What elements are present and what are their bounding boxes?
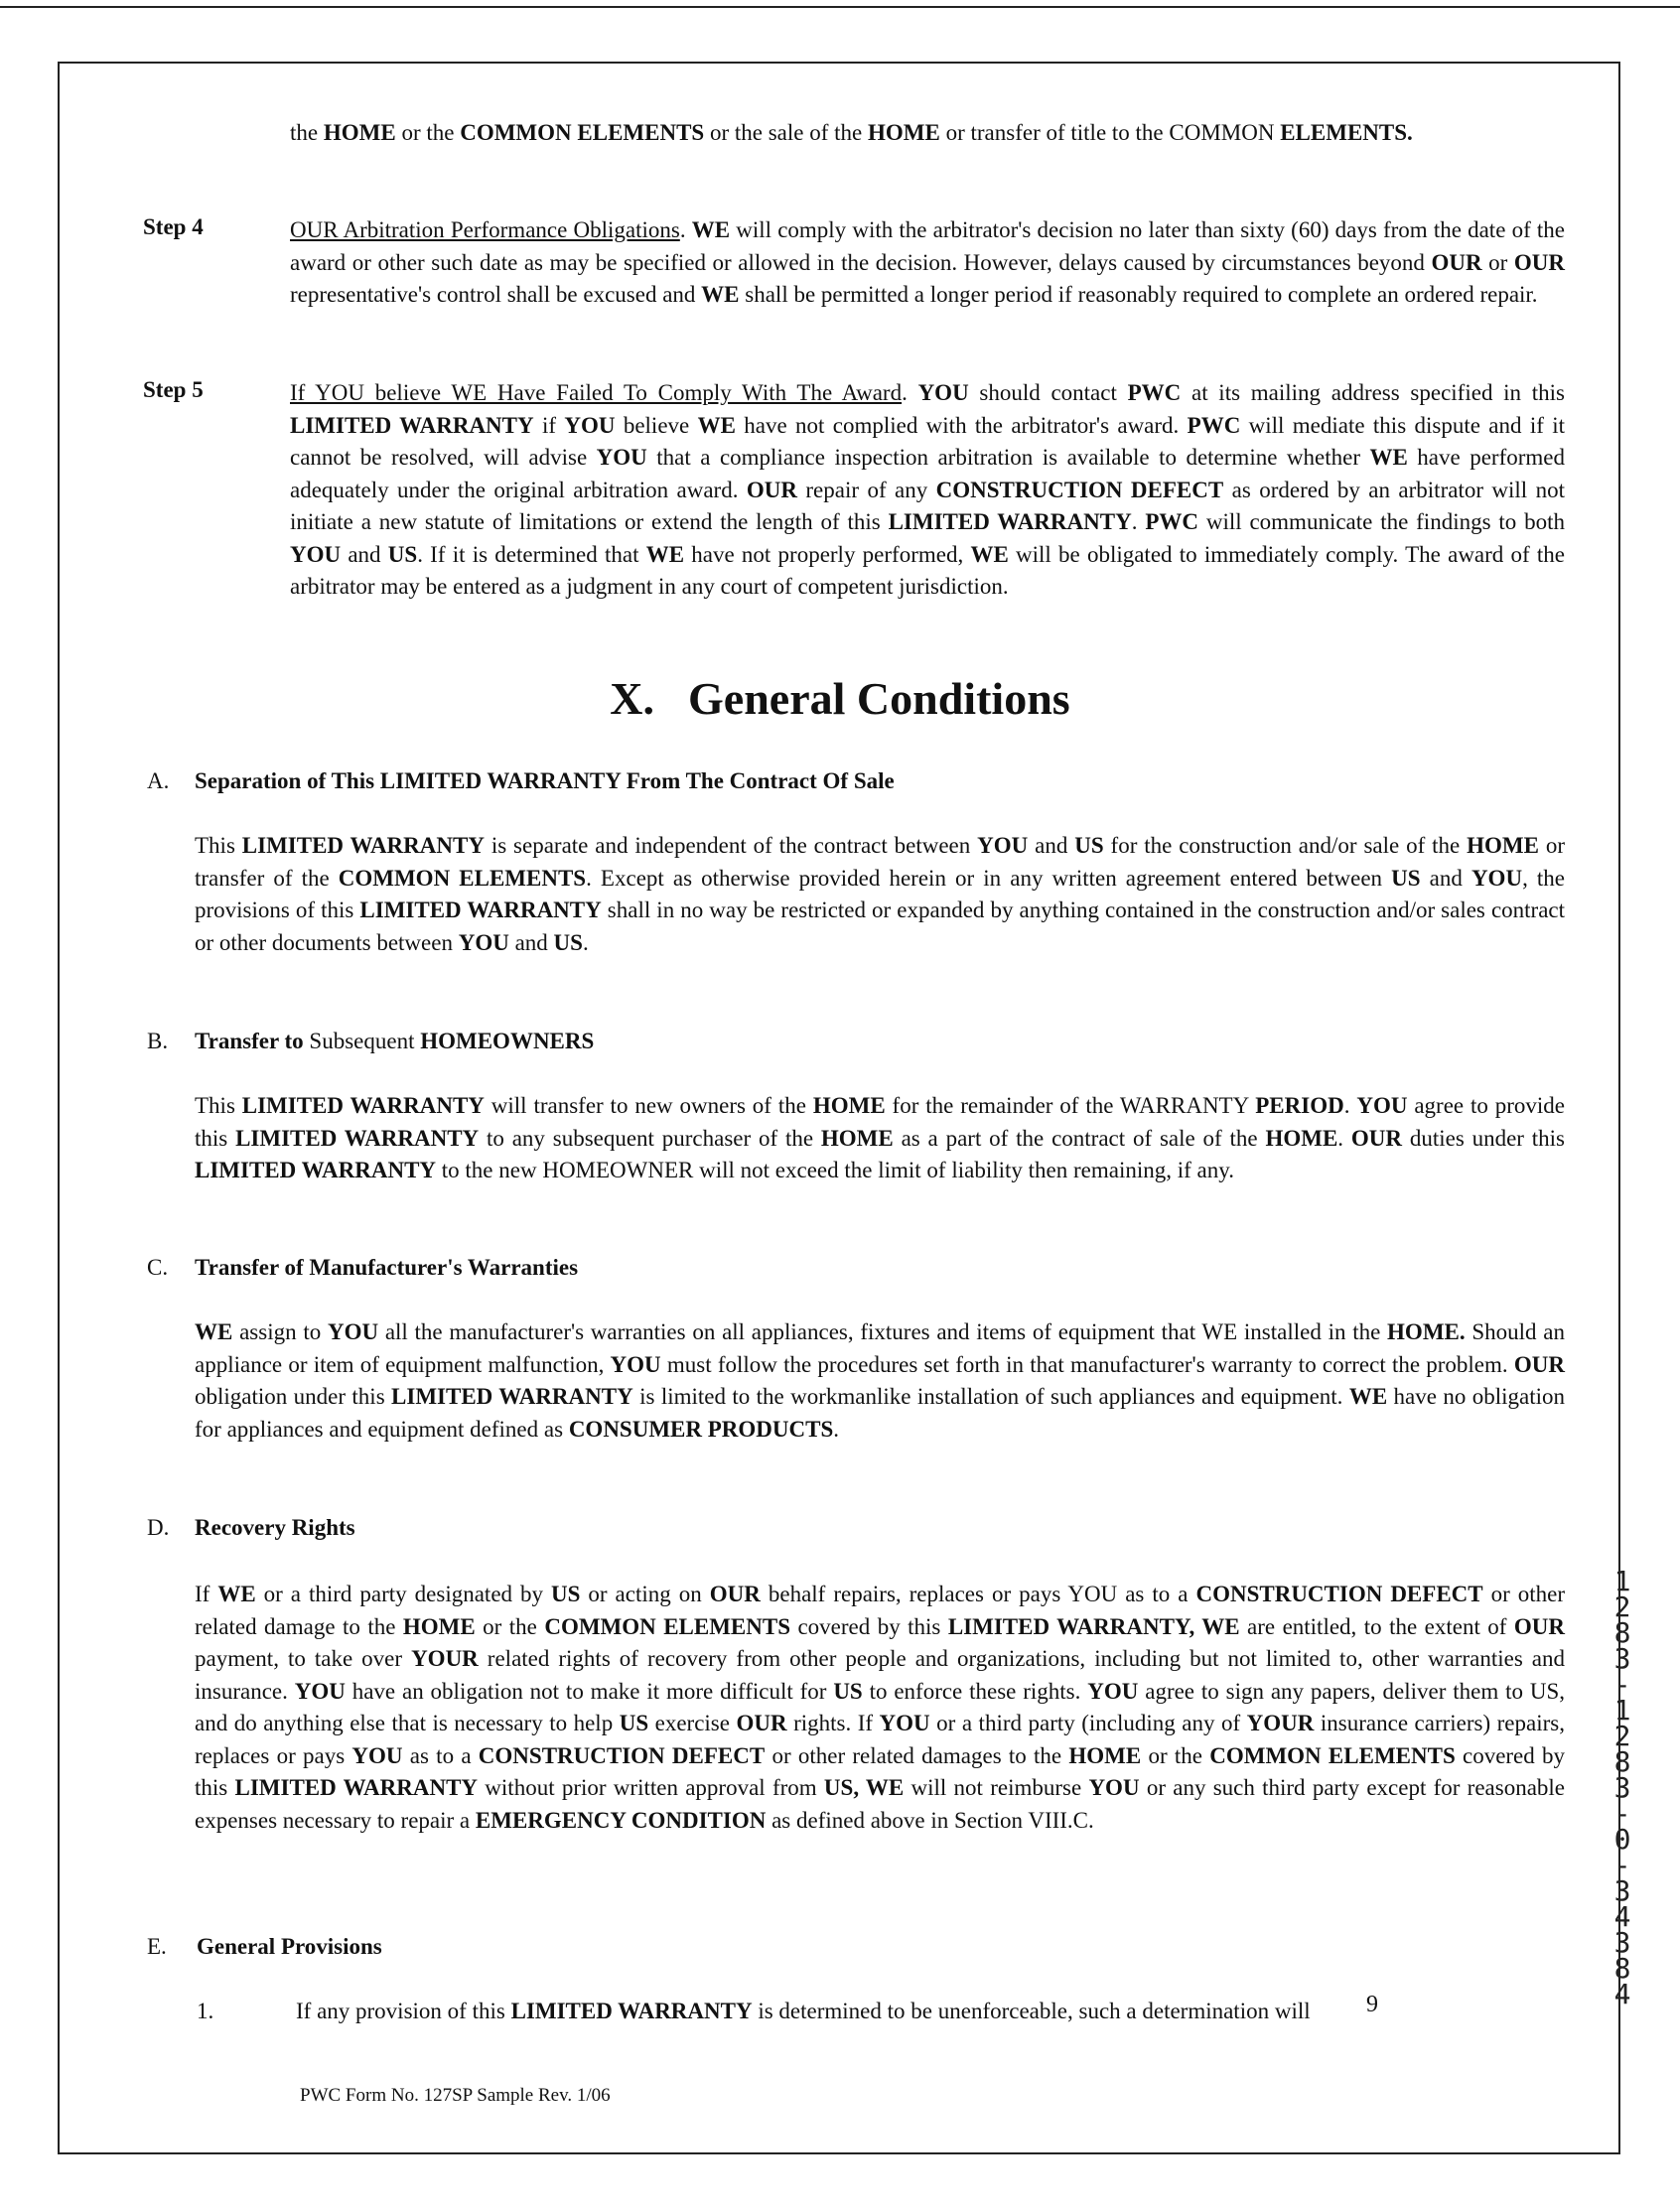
step5-heading: If YOU believe WE Have Failed To Comply With The Award (290, 380, 903, 405)
side-stamp: 1283-1283-0-34384 (1613, 1565, 1631, 2010)
step4-paragraph (290, 214, 1565, 312)
page-number: 9 (1366, 1992, 1378, 2017)
subsection-b-title (195, 1029, 594, 1054)
subsection-d-title: Recovery Rights (195, 1515, 355, 1540)
step5-paragraph (290, 377, 1565, 604)
subsection-d-body: If WE or a third party designated by US or acting on OUR behalf repairs, replaces or pays YOU as to a CONSTRUCTION DEFECT or other related damage to the HOME or the COMMON ELEMENTS covered by this LIMITED WARRANTY, WE are entitled, to the extent of OUR payment, to take over YOUR related rights of recovery from other people and organizations, including but not limited to, other warranties and insurance. YOU have an obligation not to make it more difficult for US to enforce these rights. YOU agree to sign any papers, deliver them to US, and do anything else that is necessary to help US exercise OUR rights. If YOU or a third party (including any of YOUR insurance carriers) repairs, replaces or pays YOU as to a CONSTRUCTION DEFECT or other related damages to the HOME or the COMMON ELEMENTS covered by this LIMITED WARRANTY without prior written approval from US, WE will not reimburse YOU or any such third party except for reasonable expenses necessary to repair a EMERGENCY CONDITION as defined above in Section VIII.C. (195, 1582, 1566, 1833)
step4-label: Step 4 (143, 214, 204, 239)
section-title-text: General Conditions (688, 673, 1070, 724)
step4-body: . WE will comply with the arbitrator's decision no later than sixty (60) days from the date of the award or other such date as may be specified or allowed in the decision. However, delays caused by circumstances beyond OUR or OUR representative's control shall be excused and WE shall be permitted a longer period if reasonably required to complete an ordered repair. (290, 217, 1565, 307)
provision-1-text: If any provision of this LIMITED WARRANTY is determined to be unenforceable, such a determination will (296, 1999, 1311, 2023)
provision-1-number: 1. (197, 1999, 214, 2023)
step4-heading: OUR Arbitration Performance Obligations (290, 217, 680, 242)
step5-label: Step 5 (143, 377, 204, 402)
step3-continuation: the HOME or the COMMON ELEMENTS or the sale of the HOME or transfer of title to the COMMON ELEMENTS. (290, 120, 1413, 145)
subsection-b-body: This LIMITED WARRANTY will transfer to new owners of the HOME for the remainder of the WARRANTY PERIOD. YOU agree to provide this LIMITED WARRANTY to any subsequent purchaser of the HOME as a part of the contract of sale of the HOME. OUR duties under this LIMITED WARRANTY to the new HOMEOWNER will not exceed the limit of liability then remaining, if any. (195, 1093, 1566, 1182)
subsection-a-title: Separation of This LIMITED WARRANTY From The Contract Of Sale (195, 768, 895, 793)
section-title (0, 671, 1680, 727)
subsection-a-letter: A. (147, 768, 170, 793)
subsection-b-title-part2: Subsequent (303, 1029, 421, 1053)
subsection-b-title-part1: Transfer to (195, 1029, 304, 1053)
subsection-c-body: WE assign to YOU all the manufacturer's warranties on all appliances, fixtures and items of equipment that WE installed in the HOME. Should an appliance or item of equipment malfunction, YOU must follow the procedures set forth in that manufacturer's warranty to correct the problem. OUR obligation under this LIMITED WARRANTY is limited to the workmanlike installation of such appliances and equipment. WE have no obligation for appliances and equipment defined as CONSUMER PRODUCTS. (195, 1319, 1566, 1442)
section-number: X. (610, 673, 655, 724)
subsection-c-title: Transfer of Manufacturer's Warranties (195, 1255, 579, 1280)
step5-body: . YOU should contact PWC at its mailing address specified in this LIMITED WARRANTY if YOU believe WE have not complied with the arbitrator's award. PWC will mediate this dispute and if it cannot be resolved, will advise YOU that a compliance inspection arbitration is available to determine whether WE have performed adequately under the original arbitration award. OUR repair of any CONSTRUCTION DEFECT as ordered by an arbitrator will not initiate a new statute of limitations or extend the length of this LIMITED WARRANTY. PWC will communicate the findings to both YOU and US. If it is determined that WE have not properly performed, WE will be obligated to immediately comply. The award of the arbitrator may be entered as a judgment in any court of competent jurisdiction. (290, 380, 1566, 599)
subsection-e-title: General Provisions (197, 1934, 382, 1959)
subsection-d-letter: D. (147, 1515, 170, 1540)
form-footer: PWC Form No. 127SP Sample Rev. 1/06 (300, 2085, 611, 2106)
subsection-e-letter: E. (147, 1934, 167, 1959)
subsection-c-letter: C. (147, 1255, 169, 1280)
subsection-a-body: This LIMITED WARRANTY is separate and independent of the contract between YOU and US for the construction and/or sale of the HOME or transfer of the COMMON ELEMENTS. Except as otherwise provided herein or in any written agreement entered between US and YOU, the provisions of this LIMITED WARRANTY shall in no way be restricted or expanded by anything contained in the construction and/or sales contract or other documents between YOU and US. (195, 833, 1566, 955)
subsection-b-letter: B. (147, 1029, 169, 1053)
subsection-b-title-part3: HOMEOWNERS (420, 1029, 595, 1053)
top-border-line (0, 6, 1680, 8)
